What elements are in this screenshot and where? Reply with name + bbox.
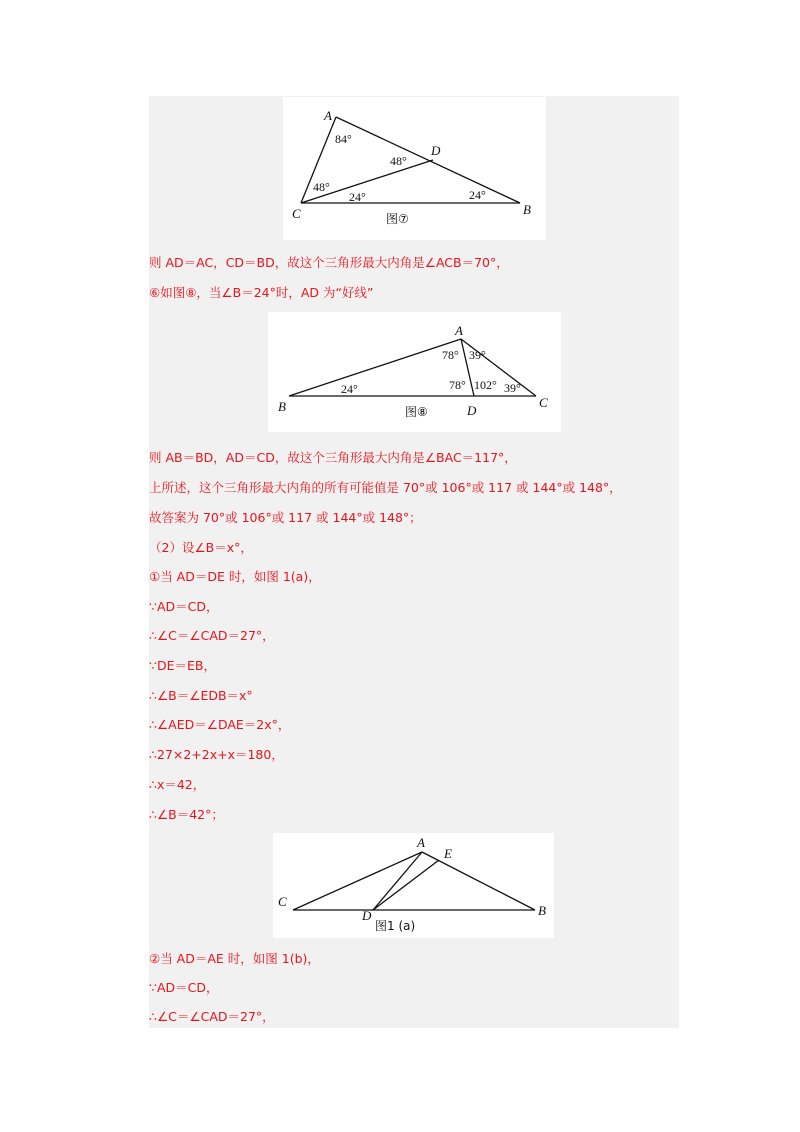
vertex-d-label: D — [431, 143, 441, 158]
vertex-b-label: B — [278, 399, 286, 414]
angle-c-top-label: 48° — [313, 180, 330, 194]
vertex-c-label: C — [292, 206, 301, 221]
text-line-5: 故答案为 70°或 106°或 117 或 144°或 148°； — [149, 510, 422, 525]
vertex-a-label: A — [417, 835, 425, 850]
vertex-d-label: D — [362, 908, 372, 923]
angle-b-label: 24° — [341, 382, 358, 396]
vertex-c-label: C — [539, 395, 548, 410]
text-line-9: ∴∠C＝∠CAD＝27°， — [149, 628, 275, 643]
angle-d-right-label: 102° — [474, 378, 497, 392]
figure-7-caption: 图⑦ — [386, 212, 409, 226]
text-line-16: ②当 AD＝AE 时，如图 1(b)， — [149, 951, 320, 966]
text-line-1: 则 AD＝AC，CD＝BD，故这个三角形最大内角是∠ACB＝70°， — [149, 255, 509, 270]
text-line-7: ①当 AD＝DE 时，如图 1(a)， — [149, 569, 321, 584]
vertex-a-label: A — [455, 323, 463, 338]
angle-a-right-label: 39° — [469, 348, 486, 362]
text-line-18: ∴∠C＝∠CAD＝27°， — [149, 1009, 275, 1024]
text-line-6: （2）设∠B＝x°， — [149, 540, 253, 555]
text-line-15: ∴∠B＝42°； — [149, 807, 224, 822]
angle-d-left-label: 78° — [449, 378, 466, 392]
text-line-12: ∴∠AED＝∠DAE＝2x°， — [149, 717, 291, 732]
vertex-e-label: E — [444, 846, 452, 861]
figure-8 — [268, 312, 561, 432]
figure-8-caption: 图⑧ — [405, 405, 428, 419]
angle-c-bottom-label: 24° — [349, 190, 366, 204]
text-line-11: ∴∠B＝∠EDB＝x° — [149, 688, 253, 703]
text-line-14: ∴x＝42， — [149, 777, 206, 792]
text-line-17: ∵AD＝CD， — [149, 980, 219, 995]
angle-c-label: 39° — [504, 381, 521, 395]
figure-1a-diagram — [273, 833, 554, 938]
text-line-3: 则 AB＝BD，AD＝CD，故这个三角形最大内角是∠BAC＝117°， — [149, 450, 517, 465]
figure-1a-caption: 图1 (a) — [375, 919, 416, 933]
angle-a-left-label: 78° — [442, 348, 459, 362]
vertex-d-label: D — [467, 403, 477, 418]
text-line-2: ⑥如图⑧，当∠B＝24°时，AD 为“好线” — [149, 285, 374, 300]
text-line-8: ∵AD＝CD， — [149, 599, 219, 614]
vertex-c-label: C — [278, 894, 287, 909]
angle-a-label: 84° — [335, 132, 352, 146]
figure-1a — [273, 833, 554, 938]
figure-7 — [283, 97, 546, 240]
figure-7-diagram — [283, 97, 546, 240]
vertex-b-label: B — [538, 903, 546, 918]
vertex-a-label: A — [324, 108, 332, 123]
text-line-13: ∴27×2+2x+x＝180， — [149, 747, 284, 762]
text-line-4: 上所述，这个三角形最大内角的所有可能值是 70°或 106°或 117 或 144°或 148°， — [149, 480, 622, 495]
angle-b-label: 24° — [469, 188, 486, 202]
figure-8-diagram — [268, 312, 561, 432]
angle-d-label: 48° — [390, 154, 407, 168]
text-line-10: ∵DE＝EB， — [149, 658, 216, 673]
vertex-b-label: B — [523, 202, 531, 217]
